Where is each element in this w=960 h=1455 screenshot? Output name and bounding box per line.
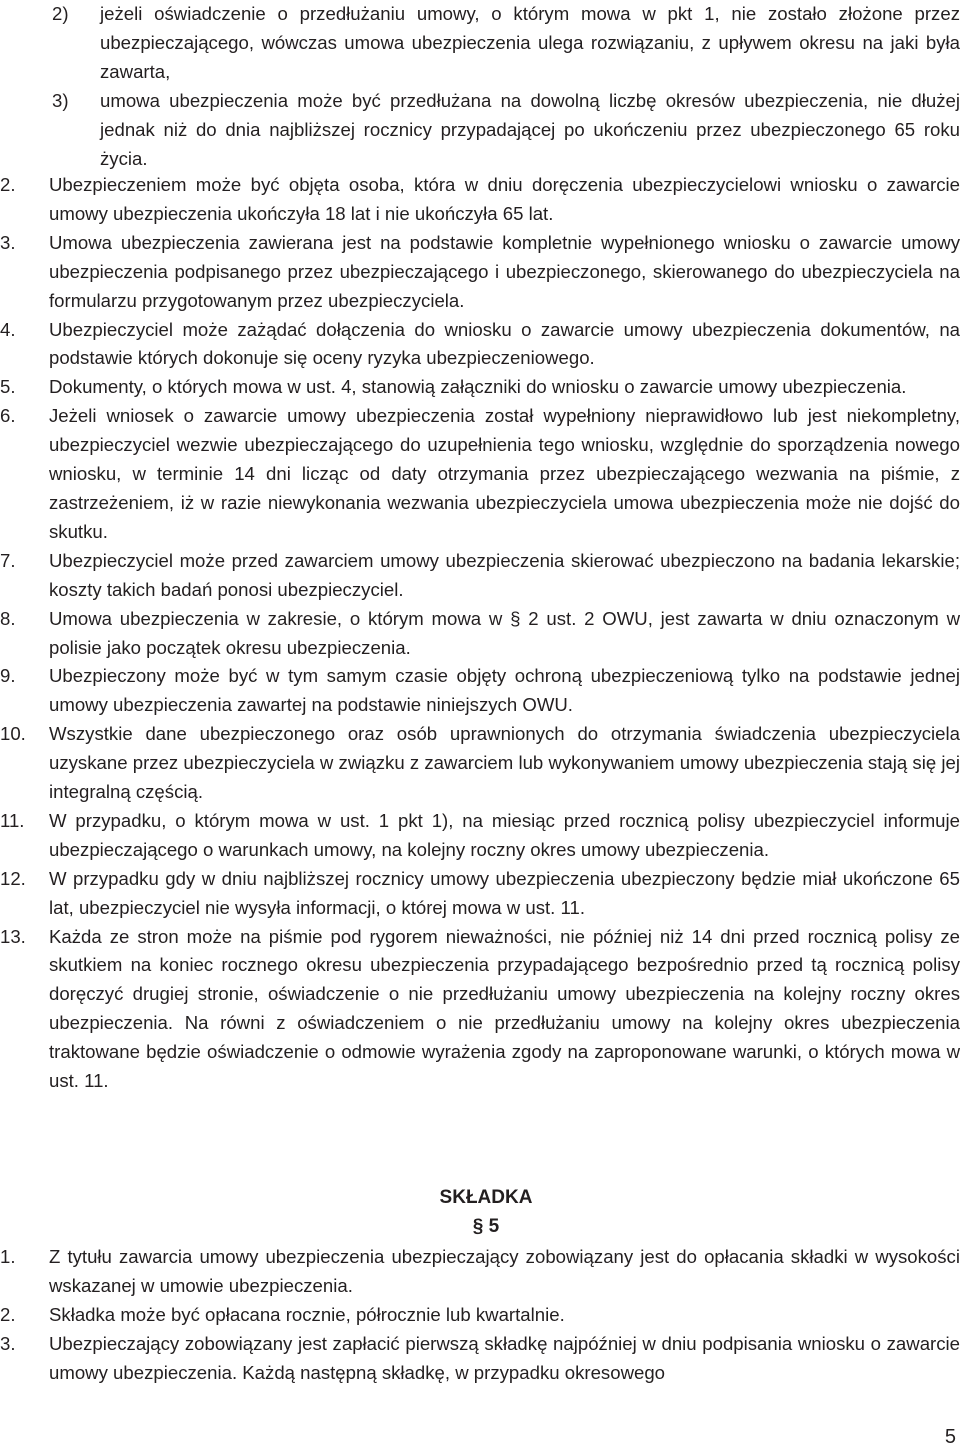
item-text: Ubezpieczyciel może zażądać dołączenia do wniosku o zawarcie umowy ubezpieczenia dokumentów, na podstawie których dokonuje się oceny ryzyka ubezpieczeniowego. xyxy=(49,318,960,369)
sub-item-number: 3) xyxy=(52,89,69,111)
item-text: Składka może być opłacana rocznie, półrocznie lub kwartalnie. xyxy=(49,1303,565,1325)
item-number: 8. xyxy=(0,607,16,629)
list-item xyxy=(0,923,960,1096)
page-number: 5 xyxy=(944,1426,956,1448)
item-number: 11. xyxy=(0,809,25,831)
list-item xyxy=(0,229,960,316)
sub-items-list xyxy=(0,0,960,173)
item-text: Ubezpieczający zobowiązany jest zapłacić pierwszą składkę najpóźniej w dniu podpisania wniosku o zawarcie umowy ubezpieczenia. Każdą następną składkę, w przypadku okresowego xyxy=(49,1332,960,1383)
item-text: Ubezpieczyciel może przed zawarciem umowy ubezpieczenia skierować ubezpieczono na badania lekarskie; koszty takich badań ponosi ubezpieczyciel. xyxy=(49,549,960,600)
section-title: SKŁADKA xyxy=(439,1187,533,1208)
sub-item-text: jeżeli oświadczenie o przedłużaniu umowy, o którym mowa w pkt 1, nie zostało złożone przez ubezpieczającego, wówczas umowa ubezpieczenia ulega rozwiązaniu, z upływem okresu na jaki była zawarta, xyxy=(100,3,960,82)
section-paragraph-number: § 5 xyxy=(472,1216,500,1237)
list-item xyxy=(0,662,960,720)
list-item xyxy=(0,547,960,605)
list-item xyxy=(0,373,960,402)
item-text: Ubezpieczeniem może być objęta osoba, która w dniu doręczenia ubezpieczycielowi wniosku o zawarcie umowy ubezpieczenia ukończyła 18 lat i nie ukończyła 65 lat. xyxy=(49,174,960,224)
sub-item-number: 2) xyxy=(52,3,69,24)
list-item xyxy=(0,1330,960,1388)
item-number: 12. xyxy=(0,867,26,889)
item-text: Każda ze stron może na piśmie pod rygorem nieważności, nie później niż 14 dni przed rocznicą polisy ze skutkiem na koniec rocznego okresu ubezpieczenia przypadającego bezpośrednio przed tą rocznicą polisy doręczyć drugiej stronie, oświadczenie o nie przedłużaniu umowy ubezpieczenia na kolejny roczny okres ubezpieczenia. Na równi z oświadczeniem o nie przedłużaniu umowy na kolejny okres ubezpieczenia traktowane będzie oświadczenie o odmowie wyrażenia zgody na zaproponowane warunki, o których mowa w ust. 11. xyxy=(49,925,960,1092)
item-text: Jeżeli wniosek o zawarcie umowy ubezpieczenia został wypełniony nieprawidłowo lub jest niekompletny, ubezpieczyciel wezwie ubezpieczającego do uzupełnienia tego wniosku, względnie do sporządzenia nowego wniosku, w terminie 14 dni licząc od daty otrzymania przez ubezpieczającego wezwania na piśmie, z zastrzeżeniem, iż w razie niewykonania wezwania ubezpieczyciela umowa ubezpieczenia może nie dojść do skutku. xyxy=(49,405,960,542)
item-number: 9. xyxy=(0,665,16,687)
sub-item xyxy=(0,87,960,174)
list-item xyxy=(0,316,960,374)
list-item xyxy=(0,865,960,923)
item-text: W przypadku gdy w dniu najbliższej rocznicy umowy ubezpieczenia ubezpieczony będzie miał ukończone 65 lat, ubezpieczyciel nie wysyła informacji, o której mowa w ust. 11. xyxy=(49,867,960,918)
list-item xyxy=(0,807,960,865)
item-text: Z tytułu zawarcia umowy ubezpieczenia ubezpieczający zobowiązany jest do opłacania składki w wysokości wskazanej w umowie ubezpieczenia. xyxy=(49,1246,960,1296)
item-text: Wszystkie dane ubezpieczonego oraz osób uprawnionych do otrzymania świadczenia ubezpieczyciela uzyskane przez ubezpieczyciela w związku z zawarciem lub wykonywaniem umowy ubezpieczenia stają się jej integralną częścią. xyxy=(49,723,960,803)
item-number: 2. xyxy=(0,1303,16,1325)
list-item xyxy=(0,605,960,663)
paragraph-list xyxy=(0,171,960,1096)
item-text: W przypadku, o którym mowa w ust. 1 pkt 1), na miesiąc przed rocznicą polisy ubezpieczyciel informuje ubezpieczającego o warunkach umowy, na kolejny roczny okres umowy ubezpieczenia. xyxy=(49,809,960,860)
item-text: Umowa ubezpieczenia w zakresie, o którym mowa w § 2 ust. 2 OWU, jest zawarta w dniu oznaczonym w polisie jako początek okresu ubezpieczenia. xyxy=(49,607,960,658)
list-item xyxy=(0,402,960,547)
section-paragraph-list xyxy=(0,1243,960,1388)
item-number: 3. xyxy=(0,1332,16,1354)
item-number: 1. xyxy=(0,1246,16,1267)
item-text: Dokumenty, o których mowa w ust. 4, stanowią załączniki do wniosku o zawarcie umowy ubezpieczenia. xyxy=(49,376,907,398)
list-item xyxy=(0,1243,960,1301)
item-number: 3. xyxy=(0,231,16,253)
item-number: 4. xyxy=(0,318,16,340)
item-number: 5. xyxy=(0,376,16,398)
item-number: 13. xyxy=(0,925,26,947)
item-number: 2. xyxy=(0,174,16,195)
item-number: 7. xyxy=(0,549,16,571)
sub-item-text: umowa ubezpieczenia może być przedłużana na dowolną liczbę okresów ubezpieczenia, nie dłużej jednak niż do dnia najbliższej rocznicy przypadającej po ukończeniu przez ubezpieczonego 65 roku życia. xyxy=(100,89,960,169)
item-text: Umowa ubezpieczenia zawierana jest na podstawie kompletnie wypełnionego wniosku o zawarcie umowy ubezpieczenia podpisanego przez ubezpieczającego i ubezpieczonego, skierowanego do ubezpieczyciela na formularzu przygotowanym przez ubezpieczyciela. xyxy=(49,231,960,311)
list-item xyxy=(0,720,960,807)
section-heading xyxy=(0,1183,960,1241)
item-text: Ubezpieczony może być w tym samym czasie objęty ochroną ubezpieczeniową tylko na podstawie jednej umowy ubezpieczenia zawartej na podstawie niniejszych OWU. xyxy=(49,665,960,716)
list-item xyxy=(0,1301,960,1330)
sub-item xyxy=(0,0,960,87)
item-number: 10. xyxy=(0,723,26,745)
item-number: 6. xyxy=(0,405,16,427)
list-item xyxy=(0,171,960,229)
